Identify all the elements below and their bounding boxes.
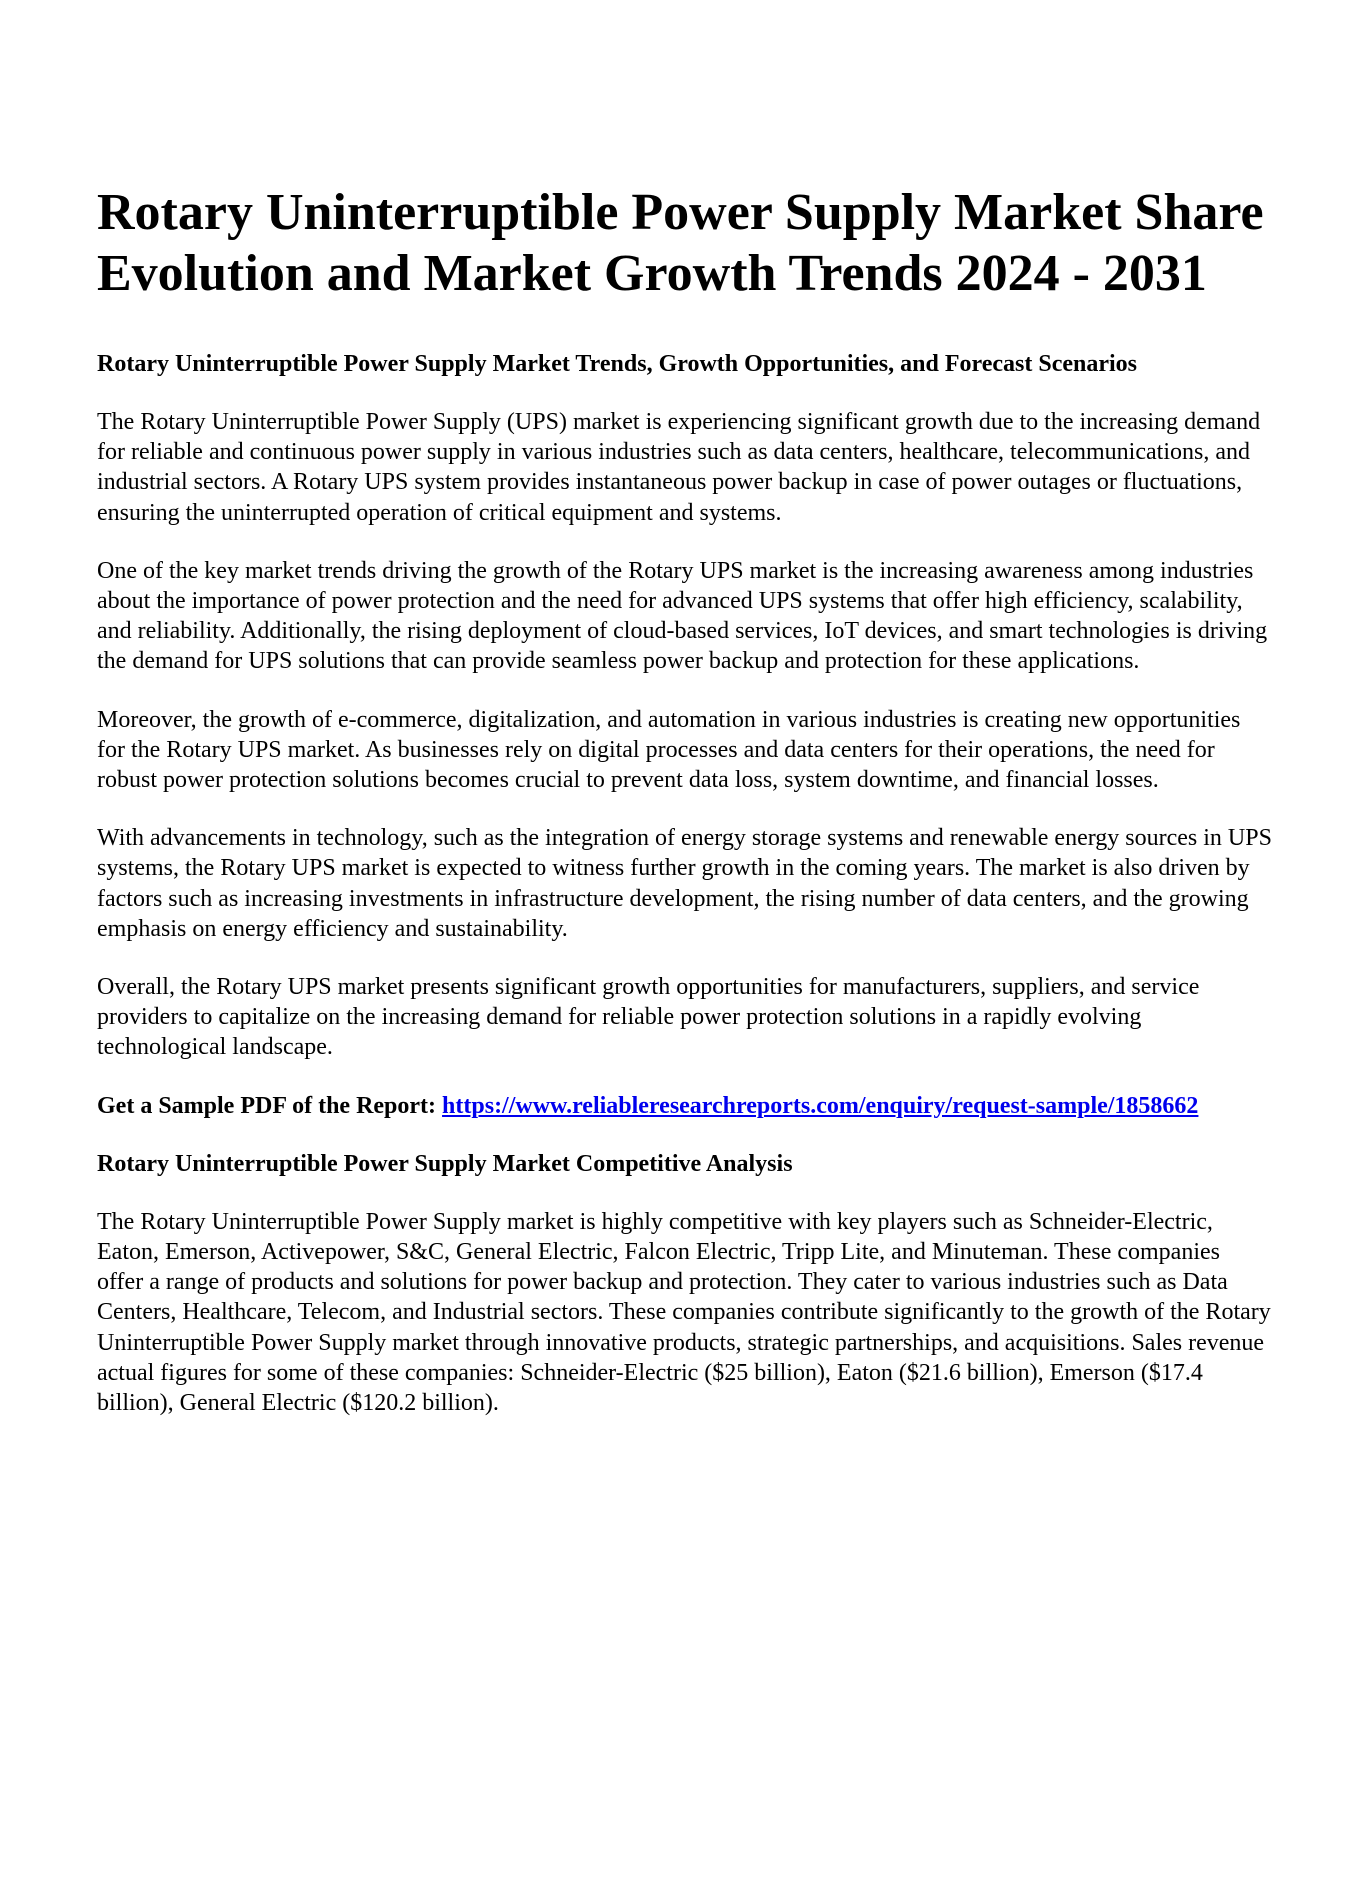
paragraph-key-trends: One of the key market trends driving the growth of the Rotary UPS market is the increasing awareness among industries about the importance of power protection and the need for advanced UPS systems that offer high efficiency, scalability, and reliability. Additionally, the rising deployment of cloud-based services, IoT devices, and smart technologies is driving the demand for UPS solutions that can provide seamless power backup and protection for these applications. xyxy=(97,557,1268,675)
page-title: Rotary Uninterruptible Power Supply Market Share Evolution and Market Growth Trends 2024 - 2031 xyxy=(97,184,1264,302)
paragraph-technology: With advancements in technology, such as the integration of energy storage systems and renewable energy sources in UPS systems, the Rotary UPS market is expected to witness further growth in the coming years. The market is also driven by factors such as increasing investments in infrastructure development, the rising number of data centers, and the growing emphasis on energy efficiency and sustainability. xyxy=(97,825,1272,942)
paragraph-competitive: The Rotary Uninterruptible Power Supply market is highly competitive with key players such as Schneider-Electric, Eaton, Emerson, Activepower, S&C, General Electric, Falcon Electric, Tripp Lite, and Minuteman. These companies offer a range of products and solutions for power backup and protection. They cater to various industries such as Data Centers, Healthcare, Telecom, and Industrial sectors. These companies contribute significantly to the growth of the Rotary Uninterruptible Power Supply market through innovative products, strategic partnerships, and acquisitions. Sales revenue actual figures for some of these companies: Schneider-Electric ($25 billion), Eaton ($21.6 billion), Emerson ($17.4 billion), General Electric ($120.2 billion). xyxy=(97,1208,1271,1417)
paragraph-opportunities: Moreover, the growth of e-commerce, digitalization, and automation in various industries is creating new opportunities for the Rotary UPS market. As businesses rely on digital processes and data centers for their operations, the need for robust power protection solutions becomes crucial to prevent data loss, system downtime, and financial losses. xyxy=(97,706,1241,794)
sample-pdf-line xyxy=(97,1091,1272,1121)
section-heading-competitive: Rotary Uninterruptible Power Supply Market Competitive Analysis xyxy=(97,1150,793,1177)
paragraph-overall: Overall, the Rotary UPS market presents significant growth opportunities for manufacturers, suppliers, and service providers to capitalize on the increasing demand for reliable power protection solutions in a rapidly evolving technological landscape. xyxy=(97,974,1200,1061)
sample-pdf-label: Get a Sample PDF of the Report: xyxy=(97,1092,443,1119)
sample-pdf-link[interactable]: https://www.reliableresearchreports.com/enquiry/request-sample/1858662 xyxy=(442,1092,1199,1119)
document-page xyxy=(97,182,1272,1446)
paragraph-intro: The Rotary Uninterruptible Power Supply (UPS) market is experiencing significant growth due to the increasing demand for reliable and continuous power supply in various industries such as data centers, healthcare, telecommunications, and industrial sectors. A Rotary UPS system provides instantaneous power backup in case of power outages or fluctuations, ensuring the uninterrupted operation of critical equipment and systems. xyxy=(97,409,1261,526)
section-heading-trends: Rotary Uninterruptible Power Supply Market Trends, Growth Opportunities, and Forecast Scenarios xyxy=(97,351,1138,377)
